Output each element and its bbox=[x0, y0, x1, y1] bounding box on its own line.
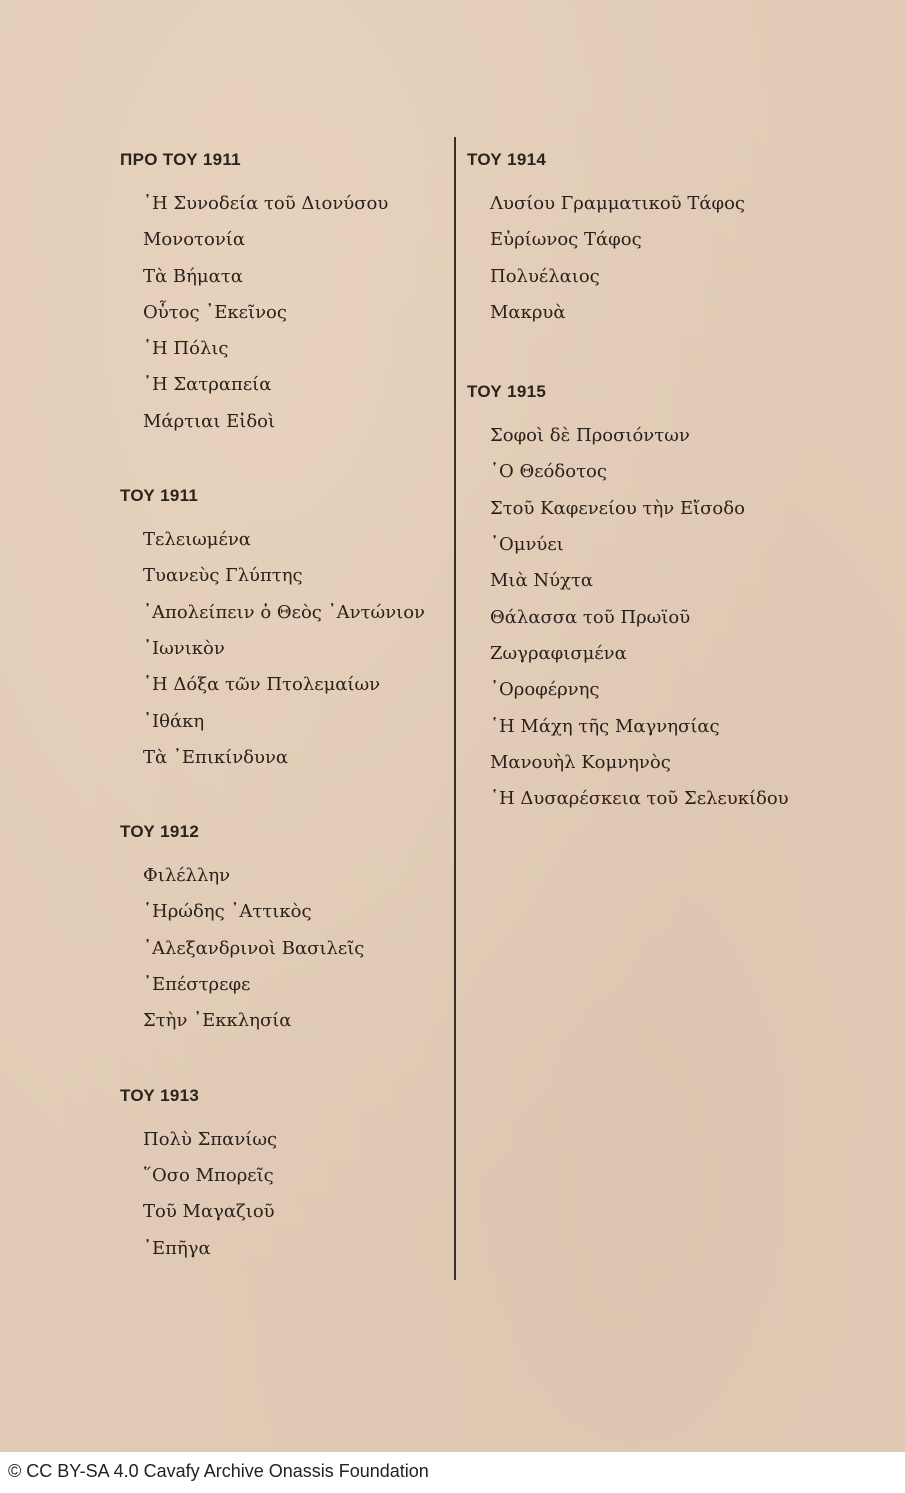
section-heading: ΤΟΥ 1912 bbox=[120, 822, 200, 842]
year-section bbox=[467, 140, 789, 331]
poem-title: Τὰ ᾿Επικίνδυνα bbox=[143, 746, 289, 768]
poem-title: Φιλέλλην bbox=[143, 865, 231, 887]
poem-title: Μονοτονία bbox=[143, 229, 245, 251]
poem-title: ῾Η Μάχη τῆς Μαγνησίας bbox=[490, 715, 720, 737]
poem-title: Μάρτιαι Εἰδοὶ bbox=[143, 410, 276, 432]
poem-list bbox=[120, 858, 425, 1039]
poem-title: Στὴν ᾿Εκκλησία bbox=[143, 1010, 292, 1032]
poem-title: ᾿Οροφέρνης bbox=[490, 679, 600, 701]
poem-title: ῾Η Συνοδεία τοῦ Διονύσου bbox=[143, 193, 389, 214]
poem-list bbox=[120, 186, 425, 440]
section-heading: ΤΟΥ 1914 bbox=[467, 150, 547, 169]
poem-title: Οὗτος ᾿Εκεῖνος bbox=[143, 301, 287, 323]
poem-title: ῾Η Δυσαρέσκεια τοῦ Σελευκίδου bbox=[490, 788, 789, 810]
section-heading: ΤΟΥ 1915 bbox=[467, 382, 547, 402]
poem-title: Τυανεὺς Γλύπτης bbox=[143, 565, 303, 587]
poem-title: ῞Οσο Μπορεῖς bbox=[143, 1164, 274, 1186]
poem-title: ᾿Ιωνικὸν bbox=[143, 637, 225, 659]
year-section bbox=[120, 812, 425, 1039]
poem-title: ᾿Επέστρεφε bbox=[143, 974, 251, 996]
poem-title: ᾿Απολείπειν ὁ Θεὸς ᾿Αντώνιον bbox=[143, 601, 425, 623]
poem-title: Εὐρίωνος Τάφος bbox=[490, 229, 642, 251]
poem-title: ᾿Αλεξανδρινοὶ Βασιλεῖς bbox=[143, 937, 365, 959]
poem-title: Θάλασσα τοῦ Πρωϊοῦ bbox=[490, 606, 691, 628]
poem-list bbox=[467, 418, 789, 817]
poem-list bbox=[120, 522, 425, 776]
year-section bbox=[120, 476, 425, 776]
poem-title: Μιὰ Νύχτα bbox=[490, 570, 594, 592]
poem-title: Μανουὴλ Κομνηνὸς bbox=[490, 751, 671, 773]
year-section bbox=[467, 372, 789, 817]
year-section bbox=[120, 140, 425, 440]
poem-title: ῾Η Δόξα τῶν Πτολεμαίων bbox=[143, 674, 381, 696]
left-column bbox=[120, 140, 425, 1267]
poem-title: ῾Η Πόλις bbox=[143, 338, 229, 360]
poem-title: Στοῦ Καφενείου τὴν Εἴσοδο bbox=[490, 497, 745, 519]
poem-title: Λυσίου Γραμματικοῦ Τάφος bbox=[490, 193, 746, 214]
poem-title: ῾Ο Θεόδοτος bbox=[490, 461, 607, 483]
year-section bbox=[120, 1076, 425, 1267]
poem-list bbox=[120, 1122, 425, 1267]
copyright-credit: © CC BY-SA 4.0 Cavafy Archive Onassis Foundation bbox=[8, 1461, 429, 1481]
poem-title: Τελειωμένα bbox=[143, 529, 251, 551]
footer-bar bbox=[0, 1452, 905, 1493]
poem-title: Πολὺ Σπανίως bbox=[143, 1128, 278, 1150]
poem-list bbox=[467, 186, 789, 331]
poem-title: Τὰ Βήματα bbox=[143, 265, 243, 287]
section-heading: ΠΡΟ ΤΟΥ 1911 bbox=[120, 150, 241, 169]
poem-title: Πολυέλαιος bbox=[490, 265, 600, 287]
poem-title: Ζωγραφισμένα bbox=[490, 642, 627, 664]
section-heading: ΤΟΥ 1911 bbox=[120, 486, 199, 506]
section-heading: ΤΟΥ 1913 bbox=[120, 1085, 200, 1105]
poem-title: ᾿Ιθάκη bbox=[143, 710, 205, 732]
poem-title: ᾿Ομνύει bbox=[490, 534, 564, 556]
poem-title: Μακρυὰ bbox=[490, 301, 566, 323]
column-divider bbox=[454, 137, 456, 1280]
poem-title: Σοφοὶ δὲ Προσιόντων bbox=[490, 425, 690, 447]
poem-title: Τοῦ Μαγαζιοῦ bbox=[143, 1201, 275, 1223]
right-column bbox=[467, 140, 789, 817]
poem-title: ᾿Επῆγα bbox=[143, 1237, 211, 1259]
poem-title: ῾Η Σατραπεία bbox=[143, 374, 272, 396]
poem-title: ῾Ηρώδης ᾿Αττικὸς bbox=[143, 901, 312, 923]
